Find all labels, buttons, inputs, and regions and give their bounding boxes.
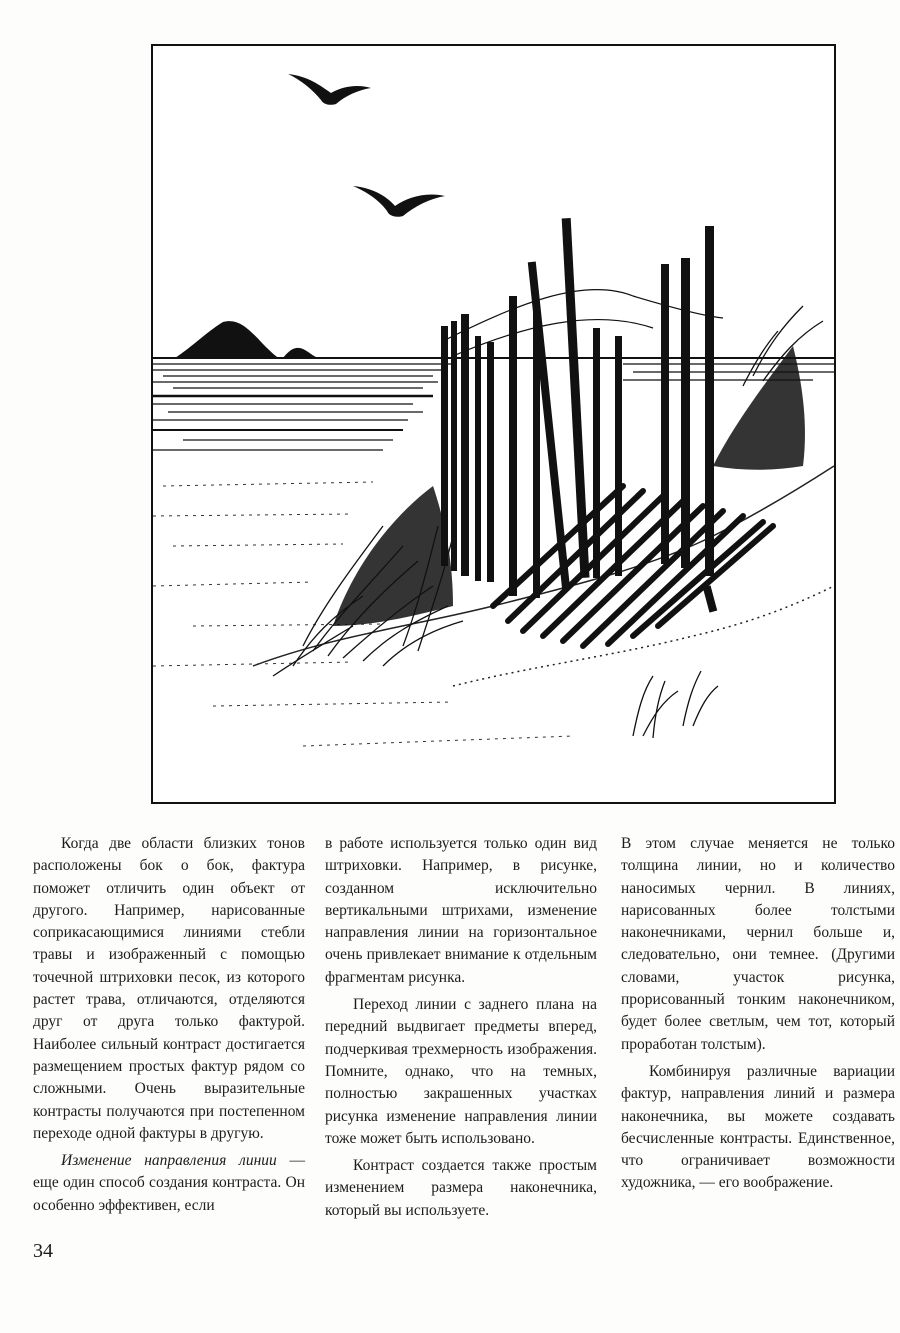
- distant-island: [175, 321, 318, 358]
- paragraph-line-direction: [33, 1150, 305, 1217]
- seagull-lower: [353, 186, 445, 217]
- text-column-2: [325, 833, 597, 1222]
- page-number: 34: [33, 1240, 53, 1262]
- beach-fence-illustration: [151, 44, 836, 804]
- seagull-upper: [288, 74, 371, 105]
- text-column-1: [33, 833, 305, 1217]
- italic-term: Изменение направления линии: [61, 1152, 277, 1170]
- illustration-drawing: [153, 46, 834, 802]
- fence-posts: [441, 218, 714, 598]
- sand-dune: [253, 466, 834, 686]
- paragraph: Контраст создается также простым изменением размера наконечника, который вы используете.: [325, 1157, 597, 1219]
- paragraph-text: — еще один способ создания контраста. Он особенно эффективен, если: [33, 1152, 305, 1214]
- post-stump: [703, 585, 717, 612]
- paragraph: в работе используется только один вид штриховки. Например, в рисунке, созданном исключительно вертикальными штрихами, изменение направления линии на горизонтальное очень привлекает внимание к отдельным фрагментам рисунка.: [325, 835, 597, 986]
- text-column-3: [621, 833, 895, 1195]
- paragraph: Комбинируя различные вариации фактур, направления линий и размера наконечника, вы можете создавать бесчисленные контрасты. Единственное, что ограничивает возможности художника, — его воображение.: [621, 1062, 895, 1192]
- paragraph: Когда две области близких тонов расположены бок о бок, фактура поможет отличить один объект от другого. Например, нарисованные соприкасающимися линиями стебли травы и изображенный с помощью точечной штриховки песок, из которого растет трава, отличаются, отделяются друг от друга только фактурой. Наиболее сильный контраст достигается размещением простых фактур рядом со сложными. Очень выразительные контрасты получаются при постепенном переходе одной фактуры в другую.: [33, 835, 305, 1142]
- paragraph: В этом случае меняется не только толщина линии, но и количество наносимых чернил. В линиях, нарисованных более толстыми наконечниками, чернил больше и, следовательно, они темнее. (Другими словами, участок рисунка, прорисованный тонким наконечником, будет более светлым, чем тот, который проработан толстым).: [621, 835, 895, 1053]
- paragraph: Переход линии с заднего плана на передний выдвигает предметы вперед, подчеркивая трехмерность изображения. Помните, однако, что на темных, полностью закрашенных участках рисунка изменение направления линии тоже может быть использовано.: [325, 996, 597, 1147]
